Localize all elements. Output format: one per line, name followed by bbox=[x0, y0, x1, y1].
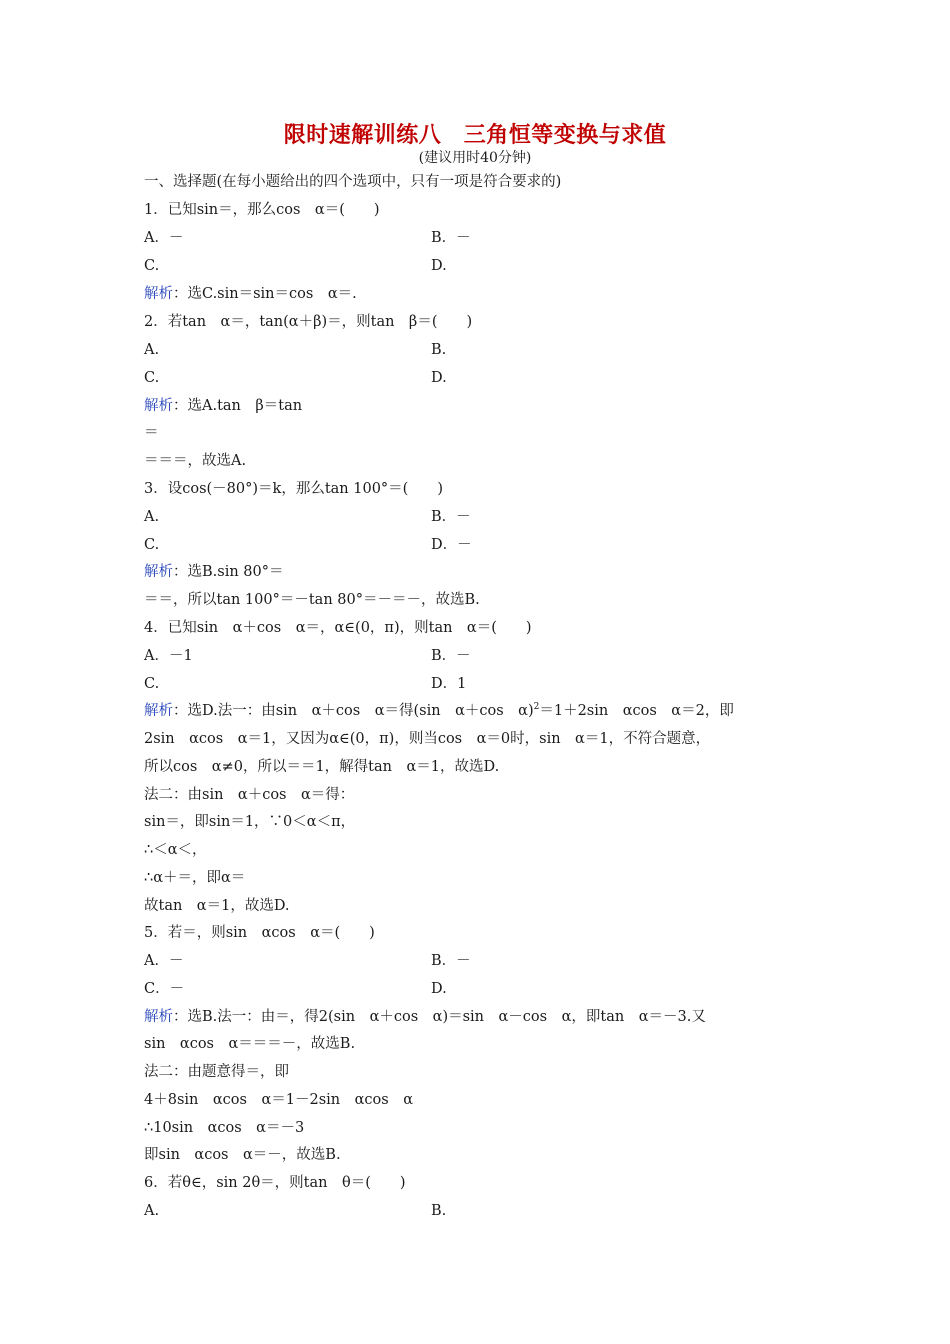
jiexi-label: 解析 bbox=[144, 703, 173, 719]
question-5-answer-line-3: 法二：由题意得＝，即 bbox=[144, 1064, 289, 1080]
question-3-answer-line-2: ＝＝，所以tan 100°＝－tan 80°＝－＝－，故选B. bbox=[144, 592, 480, 608]
page-subtitle: (建议用时40分钟) bbox=[418, 150, 532, 166]
question-4-option-a: A．－1 bbox=[144, 648, 193, 664]
question-2-answer-line-2: ＝ bbox=[144, 425, 159, 441]
jiexi-label: 解析 bbox=[144, 1009, 173, 1025]
question-5-answer bbox=[144, 1007, 706, 1027]
question-4-option-c: C. bbox=[144, 676, 160, 692]
question-4-answer-line-4: 法二：由sin α＋cos α＝得： bbox=[144, 787, 355, 803]
question-5-answer-line-6: 即sin αcos α＝－，故选B. bbox=[144, 1147, 341, 1163]
page-title: 限时速解训练八 三角恒等变换与求值 bbox=[283, 122, 667, 148]
question-3-option-c: C. bbox=[144, 537, 160, 553]
question-1-option-d: D. bbox=[431, 258, 447, 274]
question-2-stem: 2．若tan α＝，tan(α＋β)＝，则tan β＝( ) bbox=[144, 314, 473, 330]
question-2-answer bbox=[144, 396, 302, 416]
question-4-answer-line-8: 故tan α＝1，故选D. bbox=[144, 898, 290, 914]
question-1-option-a: A．－ bbox=[144, 230, 184, 246]
question-4-answer-text-2: ＝1＋2sin αcos α＝2，即 bbox=[539, 703, 734, 719]
question-3-option-a: A. bbox=[144, 509, 160, 525]
question-6-option-a: A. bbox=[144, 1203, 160, 1219]
question-3-answer bbox=[144, 562, 284, 582]
question-5-answer-line-4: 4＋8sin αcos α＝1－2sin αcos α bbox=[144, 1092, 413, 1108]
jiexi-label: 解析 bbox=[144, 286, 173, 302]
question-6-stem: 6．若θ∈，sin 2θ＝，则tan θ＝( ) bbox=[144, 1175, 406, 1191]
question-4-option-d: D．1 bbox=[431, 676, 467, 692]
question-4-stem: 4．已知sin α＋cos α＝，α∈(0，π)，则tan α＝( ) bbox=[144, 620, 532, 636]
question-2-option-b: B. bbox=[431, 342, 447, 358]
jiexi-label: 解析 bbox=[144, 398, 173, 414]
question-4-answer bbox=[144, 701, 734, 721]
question-3-stem: 3．设cos(－80°)＝k，那么tan 100°＝( ) bbox=[144, 481, 443, 497]
question-4-option-b: B．－ bbox=[431, 648, 471, 664]
question-4-answer-line-7: ∴α＋＝，即α＝ bbox=[144, 870, 246, 886]
question-5-option-c: C．－ bbox=[144, 981, 185, 997]
question-5-answer-line-2: sin αcos α＝＝＝－，故选B. bbox=[144, 1036, 356, 1052]
question-4-answer-line-2: 2sin αcos α＝1，又因为α∈(0，π)，则当cos α＝0时，sin α＝1，不符合题意， bbox=[144, 731, 711, 747]
exponent: 2 bbox=[533, 702, 540, 713]
question-4-answer-line-5: sin＝，即sin＝1，∵0＜α＜π， bbox=[144, 814, 356, 830]
question-1-answer-text: ：选C.sin＝sin＝cos α＝. bbox=[173, 286, 357, 302]
question-5-answer-line-5: ∴10sin αcos α＝－3 bbox=[144, 1120, 305, 1136]
section-heading: 一、选择题(在每小题给出的四个选项中，只有一项是符合要求的) bbox=[144, 174, 562, 190]
question-5-option-b: B．－ bbox=[431, 953, 471, 969]
question-3-option-b: B．－ bbox=[431, 509, 471, 525]
question-1-stem: 1．已知sin＝，那么cos α＝( ) bbox=[144, 202, 380, 218]
question-5-option-a: A．－ bbox=[144, 953, 184, 969]
question-4-answer-line-3: 所以cos α≠0，所以＝＝1，解得tan α＝1，故选D. bbox=[144, 759, 500, 775]
jiexi-label: 解析 bbox=[144, 564, 173, 580]
question-5-answer-text: ：选B.法一：由＝，得2(sin α＋cos α)＝sin α－cos α，即tan α＝－3.又 bbox=[173, 1009, 706, 1025]
question-4-answer-text: ：选D.法一：由sin α＋cos α＝得(sin α＋cos α) bbox=[173, 703, 534, 719]
question-1-option-b: B．－ bbox=[431, 230, 471, 246]
question-3-answer-text: ：选B.sin 80°＝ bbox=[173, 564, 284, 580]
question-1-option-c: C. bbox=[144, 258, 160, 274]
question-2-option-c: C. bbox=[144, 370, 160, 386]
question-2-answer-line-3: ＝＝＝，故选A. bbox=[144, 453, 247, 469]
question-6-option-b: B. bbox=[431, 1203, 447, 1219]
question-5-option-d: D. bbox=[431, 981, 447, 997]
question-5-stem: 5．若＝，则sin αcos α＝( ) bbox=[144, 925, 375, 941]
question-2-answer-text: ：选A.tan β＝tan bbox=[173, 398, 303, 414]
question-1-answer bbox=[144, 284, 357, 304]
question-4-answer-line-6: ∴＜α＜， bbox=[144, 842, 207, 858]
question-2-option-a: A. bbox=[144, 342, 160, 358]
question-3-option-d: D．－ bbox=[431, 537, 472, 553]
question-2-option-d: D. bbox=[431, 370, 447, 386]
